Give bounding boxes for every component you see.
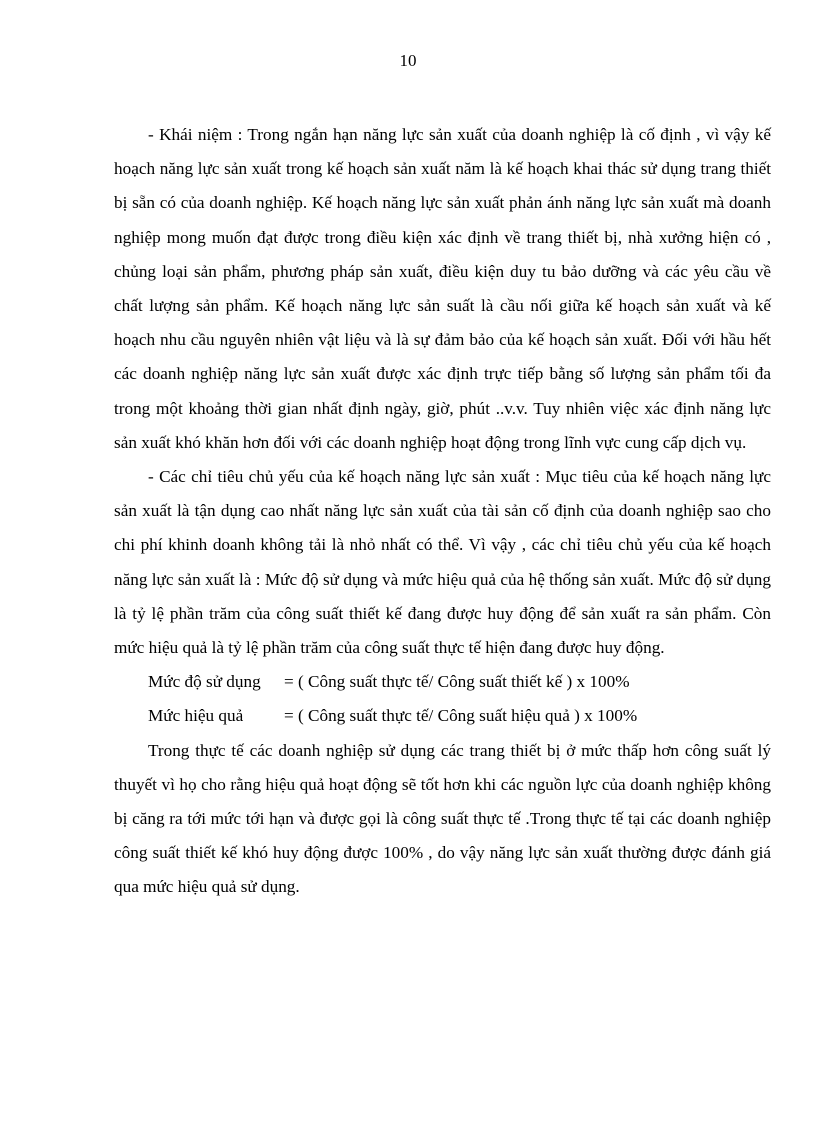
formula-efficiency-expression: = ( Công suất thực tế/ Công suất hiệu quả ) x 100%	[284, 706, 638, 726]
formula-utilization	[114, 665, 771, 699]
document-body	[114, 118, 771, 905]
formula-efficiency-label: Mức hiệu quả	[148, 706, 244, 726]
formula-utilization-label: Mức độ sử dụng	[148, 672, 261, 692]
page-number: 10	[399, 51, 417, 70]
formula-utilization-expression: = ( Công suất thực tế/ Công suất thiết kế ) x 100%	[284, 672, 630, 692]
paragraph-key-indicators: - Các chỉ tiêu chủ yếu của kế hoạch năng lực sản xuất : Mục tiêu của kế hoạch năng lực sản xuất là tận dụng cao nhất năng lực sản xuất của tài sản cố định của doanh nghiệp sao cho chi phí khinh doanh không tải là nhỏ nhất có thể. Vì vậy , các chỉ tiêu chủ yếu của kế hoạch năng lực sản xuất là : Mức độ sử dụng và mức hiệu quả của hệ thống sản xuất. Mức độ sử dụng là tỷ lệ phần trăm của công suất thiết kế đang được huy động để sản xuất ra sản phẩm. Còn mức hiệu quả là tỷ lệ phần trăm của công suất thực tế hiện đang được huy động.	[114, 467, 771, 658]
formula-efficiency	[114, 699, 771, 733]
paragraph-capacity-concept: - Khái niệm : Trong ngắn hạn năng lực sản xuất của doanh nghiệp là cố định , vì vậy kế hoạch năng lực sản xuất trong kế hoạch sản xuất năm là kế hoạch khai thác sử dụng trang thiết bị sẵn có của doanh nghiệp. Kế hoạch năng lực sản xuất phản ánh năng lực sản xuất mà doanh nghiệp mong muốn đạt được trong điều kiện xác định về trang thiết bị, nhà xưởng hiện có , chủng loại sản phẩm, phương pháp sản xuất, điều kiện duy tu bảo dưỡng và các yêu cầu về chất lượng sản phẩm. Kế hoạch năng lực sản suất là cầu nối giữa kế hoạch sản xuất và kế hoạch nhu cầu nguyên nhiên vật liệu và là sự đảm bảo của kế hoạch sản xuất. Đối với hầu hết các doanh nghiệp năng lực sản xuất được xác định trực tiếp bằng số lượng sản phẩm tối đa trong một khoảng thời gian nhất định ngày, giờ, phút ..v.v. Tuy nhiên việc xác định năng lực sản xuất khó khăn hơn đối với các doanh nghiệp hoạt động trong lĩnh vực cung cấp dịch vụ.	[114, 125, 771, 452]
paragraph-practice: Trong thực tế các doanh nghiệp sử dụng các trang thiết bị ở mức thấp hơn công suất lý thuyết vì họ cho rằng hiệu quả hoạt động sẽ tốt hơn khi các nguồn lực của doanh nghiệp không bị căng ra tới mức tới hạn và được gọi là công suất thực tế .Trong thực tế tại các doanh nghiệp công suất thiết kế khó huy động được 100% , do vậy năng lực sản xuất thường được đánh giá qua mức hiệu quả sử dụng.	[114, 740, 771, 897]
